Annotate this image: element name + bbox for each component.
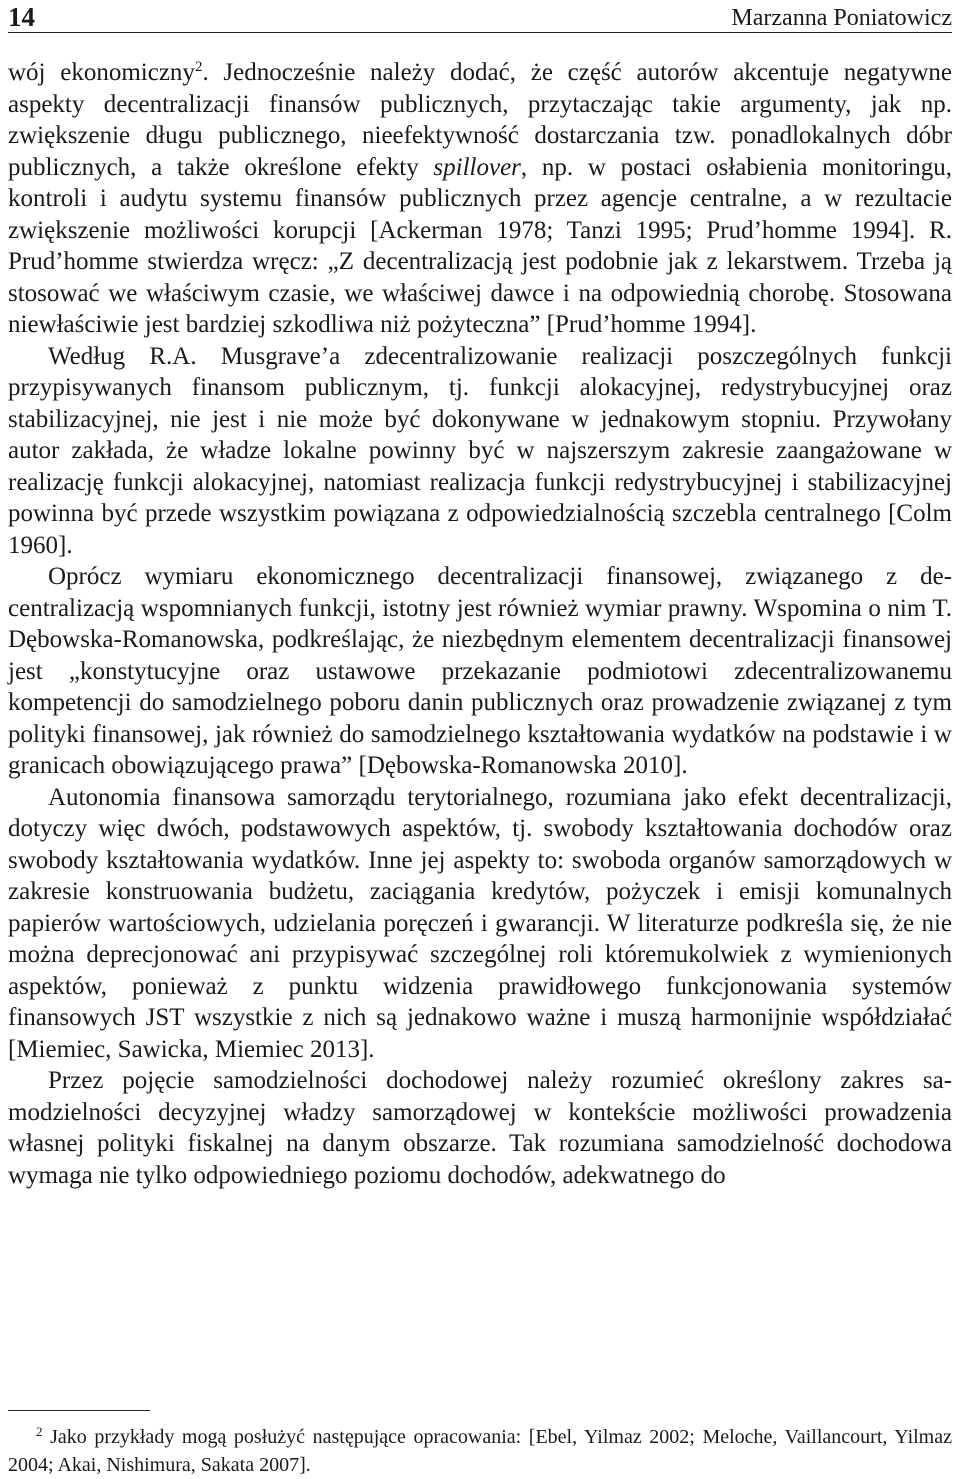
body-text xyxy=(8,57,952,1191)
page-number: 14 xyxy=(8,2,35,32)
p1-start: wój ekonomiczny xyxy=(8,59,195,86)
p1-end: , np. w postaci osłabienia monitoringu, kontroli i audytu systemu finansów publicznych przez agencje centralne, a w rezultacie zwiększenie możliwości korupcji [Ackerman 1978; Tanzi 1995; Prud’homme 1994]. R. Prud’homme stwierdza wręcz: „Z decentralizacją jest podobnie jak z lekarstwem. Trzeba ją stosować we właściwym czasie, we właściwej dawce i na odpowiednią chorobę. Stosowana niewłaściwie jest bardziej szkodliwa niż pożyteczna” [Prud’homme 1994]. xyxy=(8,153,952,338)
paragraph-1 xyxy=(8,57,952,341)
italic-term: spillover xyxy=(433,153,521,181)
paragraph-2: Według R.A. Musgrave’a zdecentralizowanie realizacji poszczególnych funkcji przypisywanych finansom publicznym, tj. funkcji alokacyjnej, redystrybucyjnej oraz stabilizacyjnej, nie jest i nie może być dokonywane w jednakowym stopniu. Przywołany autor zakłada, że władze lokalne powinny być w najszerszym zakresie zaangażowane w realizację funkcji alokacyjnej, natomiast realizacja funkcji redystrybucyjnej i stabilizacyjnej powinna być przede wszystkim powiązana z odpowiedzialnością szczebla centralnego [Colm 1960]. xyxy=(8,342,952,559)
footnote-reference[interactable]: 2 xyxy=(194,59,203,75)
paragraph-5: Przez pojęcie samodzielności dochodowej należy rozumieć określony zakres samodzielności decyzyjnej władzy samorządowej w kontekście możliwości prowadzenia własnej polityki fiskalnej na danym obszarze. Tak rozumiana samodzielność dochodowa wymaga nie tylko odpowiedniego poziomu dochodów, adekwatnego do xyxy=(8,1067,952,1189)
paragraph-4: Autonomia finansowa samorządu terytorialnego, rozumiana jako efekt decentralizacji, dotyczy więc dwóch, podstawowych aspektów, tj. swobody kształtowania dochodów oraz swobody kształtowania wydatków. Inne jej aspekty to: swoboda organów samorządowych w zakresie konstruowania budżetu, zaciągania kredytów, pożyczek i emisji komunalnych papierów wartościowych, udzielania poręczeń i gwarancji. W literaturze podkreśla się, że nie można deprecjonować ani przypisywać szczególnej roli któremukolwiek z wymienionych aspektów, ponieważ z punktu widzenia prawidłowego funkcjonowania systemów finansowych JST wszystkie z nich są jednakowo ważne i muszą harmonijnie współdziałać [Miemiec, Sawicka, Miemiec 2013]. xyxy=(8,783,952,1063)
p1-middle: . Jednocześnie należy dodać, że część autorów akcentuje negatywne aspekty decentralizacji finansów publicznych, przytaczając takie argumenty, jak np. zwiększenie długu publicznego, nieefektywność dostarczania tzw. ponadlokalnych dóbr publicznych, a także określone efekty xyxy=(8,59,952,181)
footnote xyxy=(8,1423,952,1479)
footnote-separator xyxy=(8,1410,150,1411)
running-header xyxy=(8,4,952,33)
paragraph-3: Oprócz wymiaru ekonomicznego decentralizacji finansowej, związanego z decentralizacją wspomnianych funkcji, istotny jest również wymiar prawny. Wspomina o nim T. Dębowska-Romanowska, podkreślając, że niezbędnym elementem decentralizacji finansowej jest „konstytucyjne oraz ustawowe przekazanie podmiotowi zdecentralizowanemu kompetencji do samodzielnego poboru danin publicznych oraz prowadzenie związanej z tym polityki finansowej, jak również do samodzielnego kształtowania wydatków na podstawie i w granicach obowiązującego prawa” [Dębowska-Romanowska 2010]. xyxy=(8,563,952,779)
footnote-mark: 2 xyxy=(36,1424,43,1439)
footnote-text: Jako przykłady mogą posłużyć następujące opracowania: [Ebel, Yilmaz 2002; Meloche, Vaillancourt, Yilmaz 2004; Akai, Nishimura, Sakata 2007]. xyxy=(8,1426,952,1476)
running-author: Marzanna Poniatowicz xyxy=(731,5,952,31)
